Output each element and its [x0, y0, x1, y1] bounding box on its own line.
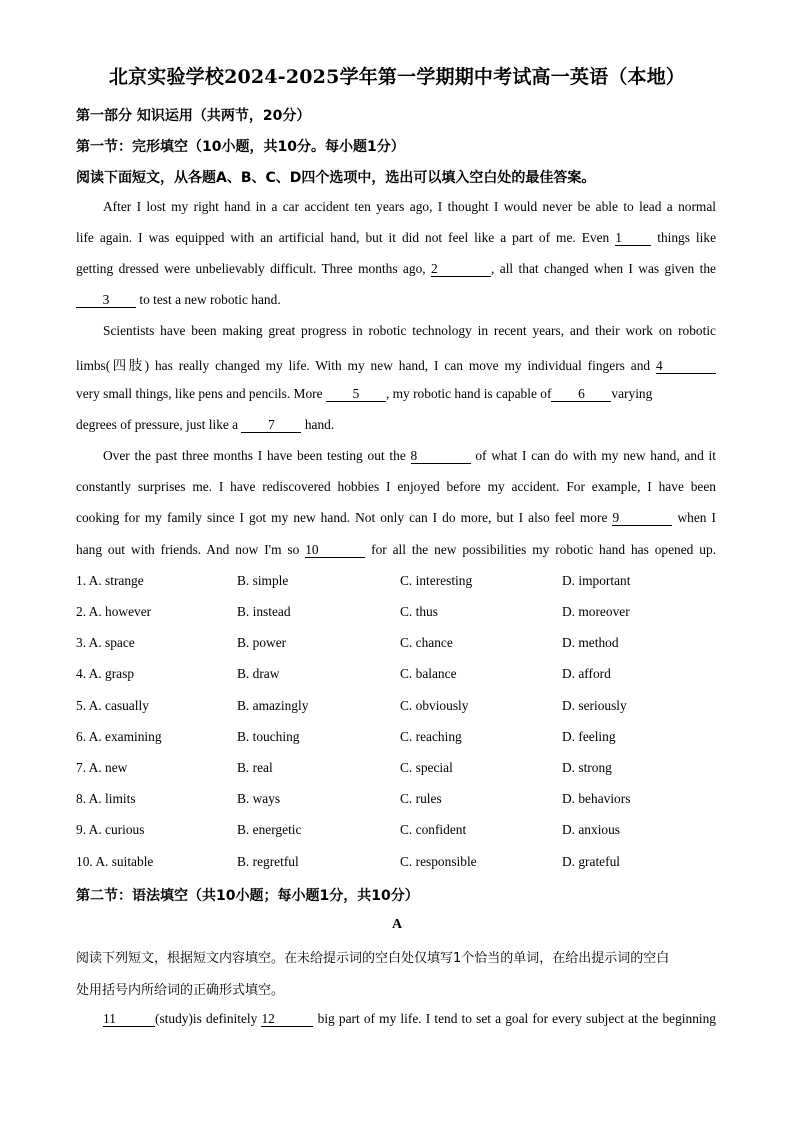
passage-text: cooking for my family since I got my new hand. Not only can I do more, but I also feel more [76, 510, 608, 525]
blank-4: 4 [656, 359, 716, 374]
option-d: D. afford [562, 666, 611, 681]
grammar-instruction-line: 阅读下列短文，根据短文内容填空。在未给提示词的空白处仅填写1个恰当的单词，在给出提示词的空白 [76, 951, 670, 966]
passage-line [76, 355, 716, 374]
passage-line [76, 261, 716, 277]
option-b: B. amazingly [237, 698, 309, 713]
passage-text: hang out with friends. And now I'm so [76, 542, 300, 557]
option-c: C. responsible [400, 854, 477, 869]
option-b: B. touching [237, 729, 300, 744]
passage-text: big part of my life. I tend to set a goal for every subject at the beginning [317, 1011, 716, 1026]
option-a: 8. A. limits [76, 791, 136, 806]
passage-line: Scientists have been making great progress in robotic technology in recent years, and their work on robotic [103, 323, 716, 338]
option-d: D. feeling [562, 729, 616, 744]
blank-3: 3 [76, 293, 136, 308]
passage-text: (study)is definitely [155, 1011, 258, 1026]
passage-text: , my robotic hand is capable of [385, 386, 552, 401]
passage-text: degrees of pressure, just like a [76, 417, 239, 432]
passage-line [76, 386, 716, 402]
option-b: B. power [237, 635, 287, 650]
option-a: 7. A. new [76, 760, 128, 775]
option-d: D. moreover [562, 604, 630, 619]
passage-text: very small things, like pens and pencils. More [76, 386, 323, 401]
option-c: C. confident [400, 822, 467, 837]
option-a: 6. A. examining [76, 729, 162, 744]
option-a: 1. A. strange [76, 573, 144, 588]
blank-2: 2 [431, 262, 491, 277]
passage-text: , all that changed when I was given the [491, 261, 716, 276]
passage-line: constantly surprises me. I have rediscovered hobbies I enjoyed before my accident. For example, I have been [76, 479, 716, 494]
passage-text: getting dressed were unbelievably difficult. Three months ago, [76, 261, 426, 276]
option-a: 9. A. curious [76, 822, 145, 837]
option-b: B. regretful [237, 854, 299, 869]
blank-5: 5 [326, 387, 386, 402]
passage-text: to test a new robotic hand. [139, 292, 281, 307]
option-d: D. anxious [562, 822, 621, 837]
blank-10: 10 [305, 543, 365, 558]
option-d: D. important [562, 573, 631, 588]
blank-12: 12 [261, 1012, 313, 1027]
option-a: 5. A. casually [76, 698, 149, 713]
option-a: 10. A. suitable [76, 854, 154, 869]
option-d: D. seriously [562, 698, 627, 713]
option-b: B. simple [237, 573, 289, 588]
passage-text: things like [657, 230, 717, 245]
passage-line [76, 230, 716, 246]
option-a: 4. A. grasp [76, 666, 135, 681]
passage-text: limbs(四肢) has really changed my life. With my new hand, I can move my individual fingers and [76, 358, 651, 373]
passage-line [76, 292, 716, 308]
passage-text: for all the new possibilities my robotic hand has opened up. [371, 542, 716, 557]
option-b: B. real [237, 760, 273, 775]
blank-1: 1 [615, 231, 651, 246]
option-c: C. chance [400, 635, 453, 650]
option-d: D. grateful [562, 854, 621, 869]
passage-line [76, 510, 716, 526]
blank-6: 6 [551, 387, 611, 402]
option-c: C. balance [400, 666, 457, 681]
passage-text: varying [611, 386, 653, 401]
cloze-instruction: 阅读下面短文，从各题A、B、C、D四个选项中，选出可以填入空白处的最佳答案。 [76, 170, 596, 186]
option-c: C. special [400, 760, 453, 775]
passage-line: After I lost my right hand in a car accident ten years ago, I thought I would never be able to lead a normal [103, 199, 716, 214]
section2-subheading: A [391, 917, 403, 932]
passage-text: of what I can do with my new hand, and it [475, 448, 716, 463]
grammar-instruction-line: 处用括号内所给词的正确形式填空。 [76, 983, 285, 998]
option-d: D. behaviors [562, 791, 631, 806]
passage-line [103, 448, 716, 464]
passage-line [76, 542, 716, 558]
option-a: 2. A. however [76, 604, 152, 619]
option-c: C. obviously [400, 698, 469, 713]
option-d: D. method [562, 635, 619, 650]
blank-8: 8 [411, 449, 471, 464]
blank-9: 9 [612, 511, 672, 526]
option-c: C. interesting [400, 573, 473, 588]
part1-heading: 第一部分 知识运用（共两节，20分） [76, 108, 311, 124]
section2-heading: 第二节：语法填空（共10小题；每小题1分，共10分） [76, 888, 419, 904]
passage-line [76, 417, 716, 433]
option-b: B. ways [237, 791, 281, 806]
passage-text: when I [677, 510, 716, 525]
section1-heading: 第一节：完形填空（10小题，共10分。每小题1分） [76, 139, 405, 155]
option-d: D. strong [562, 760, 612, 775]
option-b: B. energetic [237, 822, 302, 837]
blank-11: 11 [103, 1012, 155, 1027]
option-c: C. rules [400, 791, 442, 806]
passage-line [103, 1011, 716, 1027]
option-a: 3. A. space [76, 635, 135, 650]
passage-text: Over the past three months I have been testing out the [103, 448, 406, 463]
option-b: B. draw [237, 666, 280, 681]
option-b: B. instead [237, 604, 291, 619]
page-title: 北京实验学校2024-2025学年第一学期期中考试高一英语（本地） [108, 66, 686, 88]
blank-7: 7 [241, 418, 301, 433]
passage-text: life again. I was equipped with an artificial hand, but it did not feel like a part of me. Even [76, 230, 610, 245]
passage-text: hand. [304, 417, 335, 432]
option-c: C. thus [400, 604, 438, 619]
option-c: C. reaching [400, 729, 462, 744]
